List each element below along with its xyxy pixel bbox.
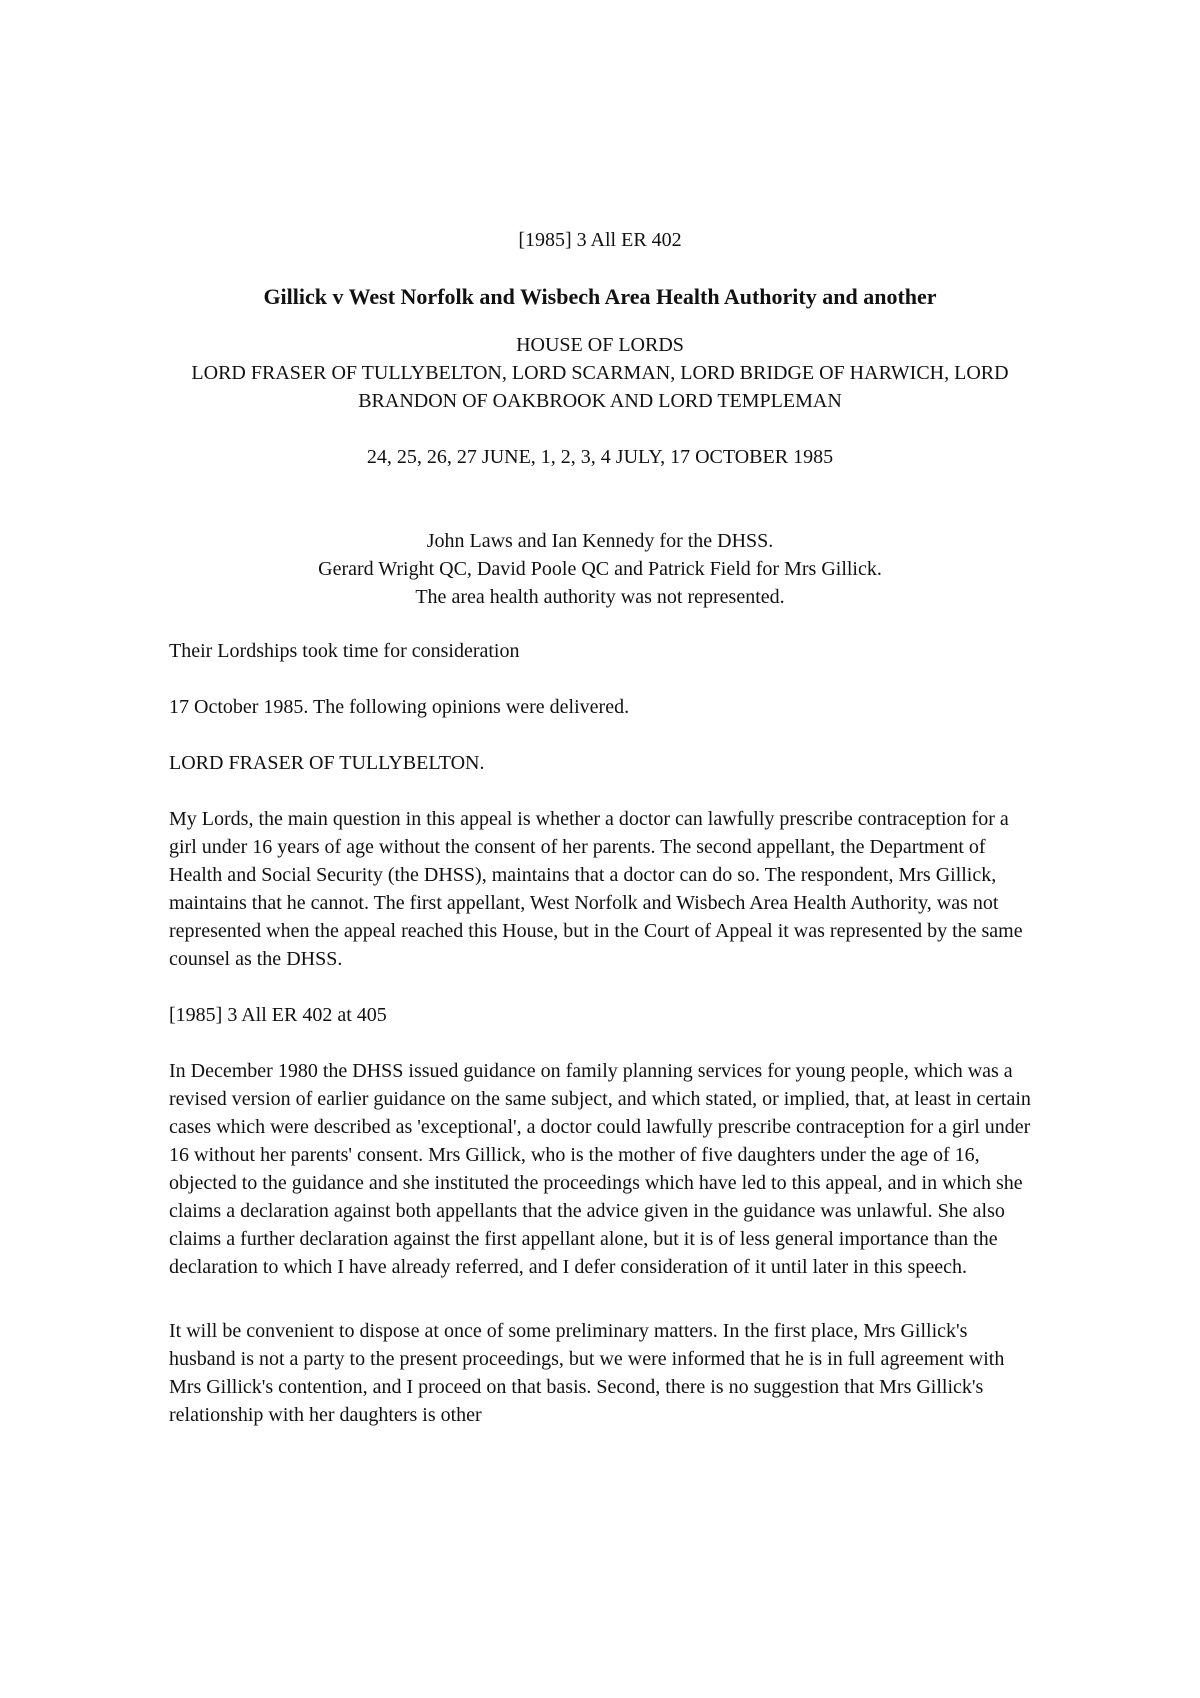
counsel-line: Gerard Wright QC, David Poole QC and Patrick Field for Mrs Gillick. <box>318 558 882 580</box>
case-title: Gillick v West Norfolk and Wisbech Area Health Authority and another <box>263 284 937 309</box>
counsel-line: John Laws and Ian Kennedy for the DHSS. <box>426 530 774 552</box>
case-citation: [1985] 3 All ER 402 <box>518 229 682 251</box>
paragraph-2: In December 1980 the DHSS issued guidance on family planning services for young people, which was a revised version of earlier guidance on the same subject, and which stated, or implied, that, at least in certain cases which were described as 'exceptional', a doctor could lawfully prescribe contraception for a girl under 16 without her parents' consent. Mrs Gillick, who is the mother of five daughters under the age of 16, objected to the guidance and she instituted the proceedings which have led to this appeal, and in which she claims a declaration against both appellants that the advice given in the guidance was unlawful. She also claims a further declaration against the first appellant alone, but it is of less general importance than the declaration to which I have already referred, and I defer consideration of it until later in this speech. <box>169 1060 1031 1278</box>
page-reference: [1985] 3 All ER 402 at 405 <box>169 1004 387 1026</box>
paragraph-1: My Lords, the main question in this appeal is whether a doctor can lawfully prescribe contraception for a girl under 16 years of age without the consent of her parents. The second appellant, the Department of Health and Social Security (the DHSS), maintains that a doctor can do so. The respondent, Mrs Gillick, maintains that he cannot. The first appellant, West Norfolk and Wisbech Area Health Authority, was not represented when the appeal reached this House, but in the Court of Appeal it was represented by the same counsel as the DHSS. <box>169 808 1023 970</box>
consideration-note: Their Lordships took time for consideration <box>169 640 520 662</box>
hearing-dates: 24, 25, 26, 27 JUNE, 1, 2, 3, 4 JULY, 17 OCTOBER 1985 <box>366 446 834 468</box>
delivery-note: 17 October 1985. The following opinions were delivered. <box>169 696 630 718</box>
court-name: HOUSE OF LORDS <box>516 334 684 356</box>
judges-list: LORD FRASER OF TULLYBELTON, LORD SCARMAN, LORD BRIDGE OF HARWICH, LORD BRANDON OF OAKBROOK AND LORD TEMPLEMAN <box>191 362 1009 412</box>
paragraph-3: It will be convenient to dispose at once of some preliminary matters. In the first place, Mrs Gillick's husband is not a party to the present proceedings, but we were informed that he is in full agreement with Mrs Gillick's contention, and I proceed on that basis. Second, there is no suggestion that Mrs Gillick's relationship with her daughters is other <box>169 1320 1005 1426</box>
document-page <box>169 226 1031 1457</box>
counsel-block <box>169 527 1031 611</box>
counsel-line: The area health authority was not represented. <box>415 586 785 608</box>
speaker-heading: LORD FRASER OF TULLYBELTON. <box>169 752 485 774</box>
